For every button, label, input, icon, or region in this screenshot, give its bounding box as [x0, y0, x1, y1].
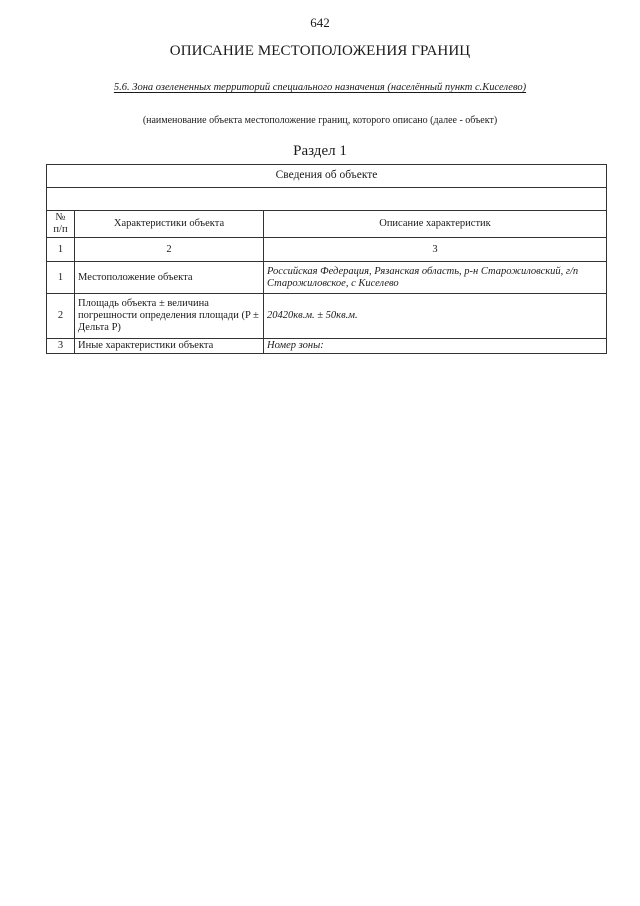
table-row [47, 262, 607, 294]
page-number: 642 [310, 15, 330, 30]
table-empty-cell [47, 188, 607, 211]
row-num: 2 [47, 294, 75, 339]
table-heading: Сведения об объекте [47, 165, 607, 188]
table-row [47, 339, 607, 354]
table-empty-row [47, 188, 607, 211]
table-column-header-row [47, 211, 607, 238]
column-header-characteristic: Характеристики объекта [75, 211, 264, 238]
row-description: Российская Федерация, Рязанская область, р-н Старожиловский, г/п Старожиловское, с Киселево [264, 262, 607, 294]
document-title: ОПИСАНИЕ МЕСТОПОЛОЖЕНИЯ ГРАНИЦ [169, 43, 471, 59]
row-characteristic: Площадь объекта ± величина погрешности определения площади (P ± Дельта P) [75, 294, 264, 339]
object-info-table [46, 164, 607, 354]
row-description: 20420кв.м. ± 50кв.м. [264, 294, 607, 339]
column-header-num: № п/п [47, 211, 75, 238]
column-number-3: 3 [264, 238, 607, 262]
row-description: Номер зоны: [264, 339, 607, 354]
table-row [47, 294, 607, 339]
row-num: 1 [47, 262, 75, 294]
table-column-number-row [47, 238, 607, 262]
section-title: Раздел 1 [293, 143, 347, 159]
row-num: 3 [47, 339, 75, 354]
row-characteristic: Местоположение объекта [75, 262, 264, 294]
column-number-2: 2 [75, 238, 264, 262]
column-number-1: 1 [47, 238, 75, 262]
object-caption: (наименование объекта местоположение границ, которого описано (далее - объект) [142, 115, 498, 126]
column-header-description: Описание характеристик [264, 211, 607, 238]
object-name: 5.6. Зона озелененных территорий специального назначения (населённый пункт с.Киселево) [113, 82, 527, 93]
row-characteristic: Иные характеристики объекта [75, 339, 264, 354]
table-heading-row [47, 165, 607, 188]
